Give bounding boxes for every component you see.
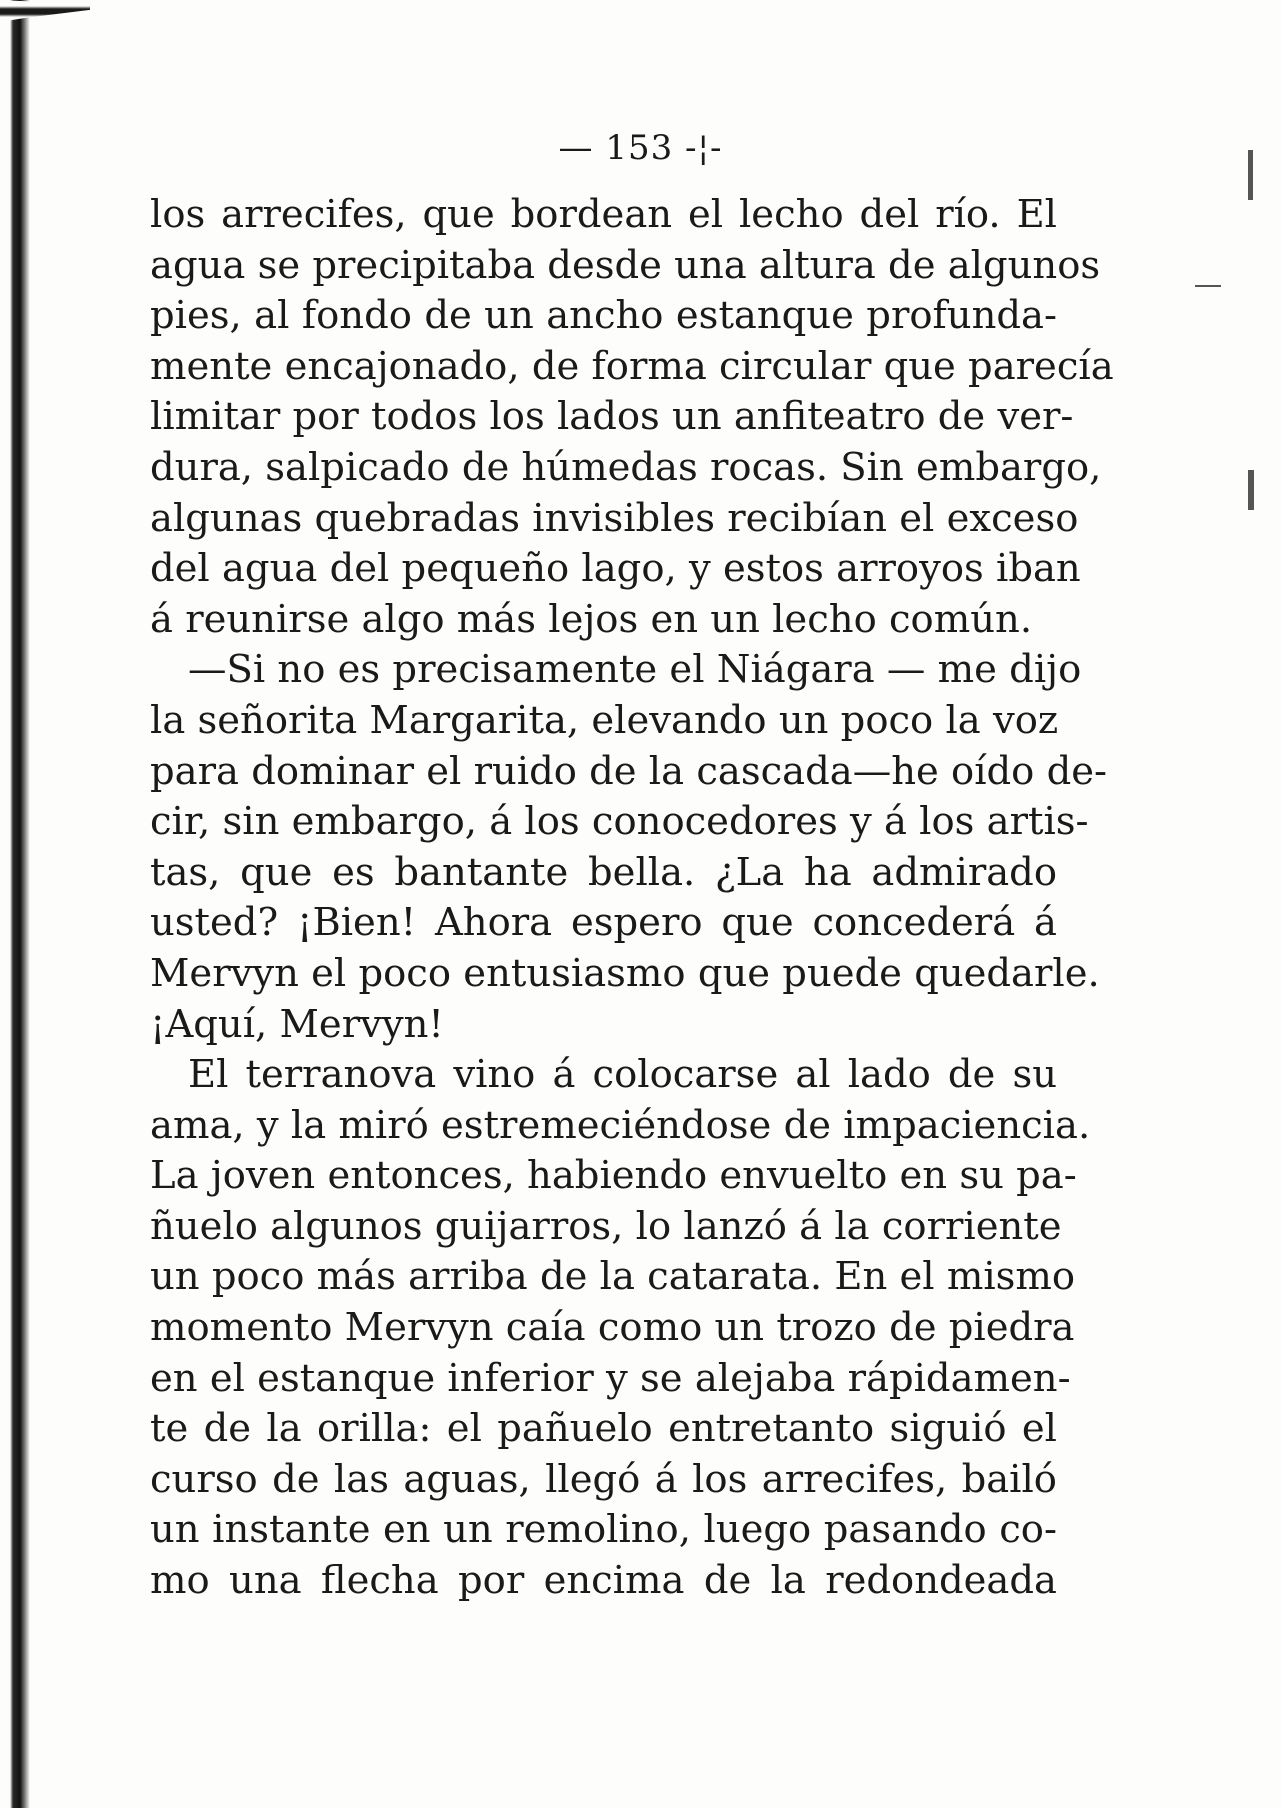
text-line: momento Mervyn caía como un trozo de piedra xyxy=(150,1305,1075,1351)
text-line: La joven entonces, habiendo envuelto en su pa- xyxy=(150,1153,1077,1199)
text-line: ¡Aquí, Mervyn! xyxy=(150,1001,444,1047)
text-line: á reunirse algo más lejos en un lecho común. xyxy=(150,596,1033,642)
text-line: pies, al fondo de un ancho estanque profunda- xyxy=(150,293,1057,339)
text-line: ñuelo algunos guijarros, lo lanzó á la corriente xyxy=(150,1203,1062,1249)
text-line: —Si no es precisamente el Niágara — me dijo xyxy=(188,647,1082,693)
text-line: un instante en un remolino, luego pasando co- xyxy=(150,1507,1057,1553)
text-line: los arrecifes, que bordean el lecho del río. El xyxy=(150,192,1057,237)
text-line: usted? ¡Bien! Ahora espero que concederá á xyxy=(150,900,1057,946)
text-line: Mervyn el poco entusiasmo que puede quedarle. xyxy=(150,950,1100,996)
text-line: en el estanque inferior y se alejaba rápidamen- xyxy=(150,1355,1071,1401)
text-line: tas, que es bantante bella. ¿La ha admirado xyxy=(150,849,1057,895)
text-line: curso de las aguas, llegó á los arrecifes, bailó xyxy=(150,1456,1057,1502)
page-number: — 153 -¦- xyxy=(558,128,723,168)
text-line: un poco más arriba de la catarata. En el mismo xyxy=(150,1254,1076,1300)
scan-speck xyxy=(1248,470,1254,510)
scan-speck xyxy=(1195,285,1221,287)
text-line: ama, y la miró estremeciéndose de impaciencia. xyxy=(150,1102,1091,1148)
text-line: agua se precipitaba desde una altura de algunos xyxy=(150,242,1101,288)
binding-corner-mark xyxy=(0,0,90,22)
text-line: algunas quebradas invisibles recibían el exceso xyxy=(150,495,1079,541)
text-line: para dominar el ruido de la cascada—he oído de- xyxy=(150,748,1108,794)
text-line: del agua del pequeño lago, y estos arroyos iban xyxy=(150,546,1081,592)
text-line: mo una flecha por encima de la redondeada xyxy=(150,1558,1057,1604)
text-line: El terranova vino á colocarse al lado de su xyxy=(188,1052,1057,1098)
text-line: dura, salpicado de húmedas rocas. Sin embargo, xyxy=(150,444,1102,490)
book-binding-edge xyxy=(0,0,30,1808)
text-line: mente encajonado, de forma circular que parecía xyxy=(150,343,1114,389)
text-line: limitar por todos los lados un anfiteatro de ver- xyxy=(150,394,1074,440)
text-line: cir, sin embargo, á los conocedores y á los artis- xyxy=(150,799,1089,845)
text-line: te de la orilla: el pañuelo entretanto siguió el xyxy=(150,1406,1057,1452)
page-body xyxy=(150,190,1114,1607)
text-line: la señorita Margarita, elevando un poco la voz xyxy=(150,697,1059,743)
